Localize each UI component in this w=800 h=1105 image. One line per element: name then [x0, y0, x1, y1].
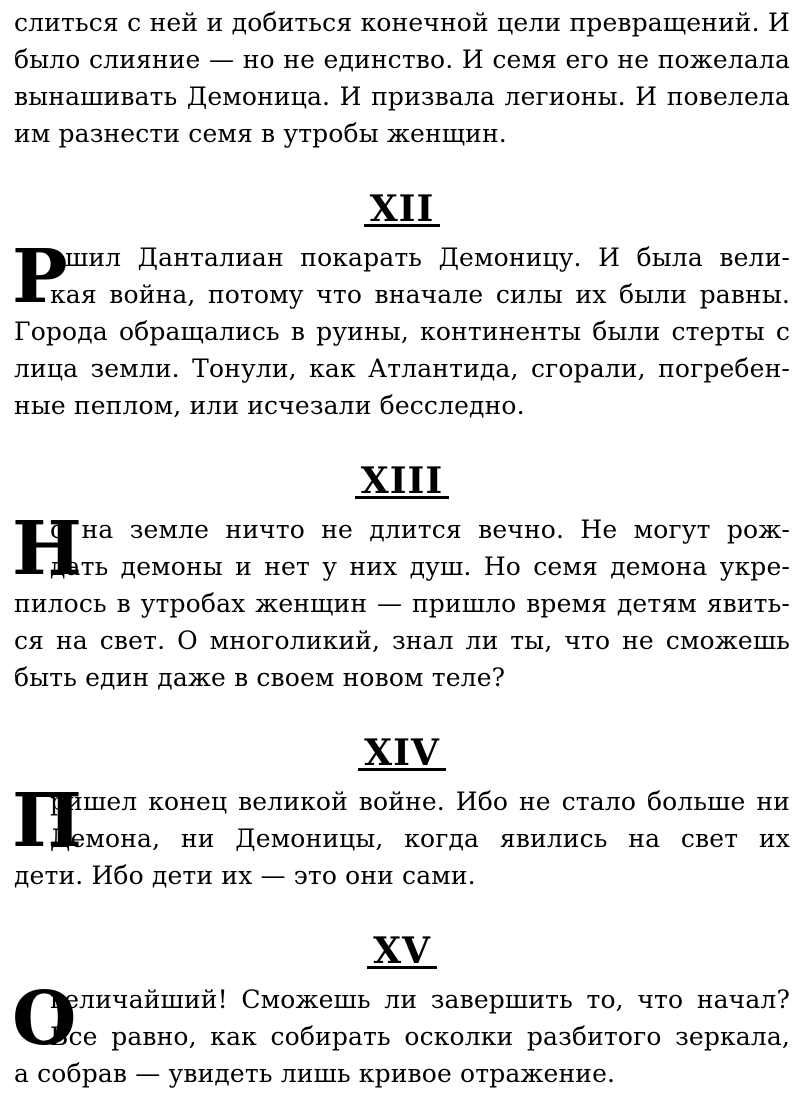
text-line: дать демоны и нет у них душ. Но семя демона укре-: [50, 552, 790, 581]
drop-cap-initial: П: [12, 778, 82, 864]
intro-paragraph: [14, 4, 790, 152]
text-line: ешил Данталиан покарать Демоницу. И была вели-: [50, 243, 790, 272]
text-line: дети. Ибо дети их — это они сами.: [14, 861, 476, 890]
text-line: а собрав — увидеть лишь кривое отражение.: [14, 1059, 616, 1088]
text-line: Демона, ни Демоницы, когда явились на свет их: [50, 824, 790, 853]
text-line: кая война, потому что вначале силы их были равны.: [50, 280, 790, 309]
drop-cap-initial: О: [12, 976, 77, 1062]
text-line: пилось в утробах женщин — пришло время детям явить-: [14, 589, 790, 618]
text-line: вынашивать Демоница. И призвала легионы. И повелела: [14, 82, 790, 111]
chapter-numeral: XII: [14, 189, 790, 229]
drop-cap-initial: Н: [12, 506, 82, 592]
text-line: было слияние — но не единство. И семя его не пожелала: [14, 45, 790, 74]
chapter-numeral: XIV: [14, 733, 790, 773]
chapter-paragraph: [12, 506, 790, 696]
text-line: ся на свет. О многоликий, знал ли ты, что не сможешь: [14, 626, 790, 655]
text-line: им разнести семя в утробы женщин.: [14, 119, 507, 148]
chapter-numeral: XV: [14, 931, 790, 971]
text-line: лица земли. Тонули, как Атлантида, сгорали, погребен-: [14, 354, 790, 383]
chapter-paragraph: [12, 976, 790, 1092]
text-line: слиться с ней и добиться конечной цели превращений. И: [14, 8, 790, 37]
chapter-numeral: XIII: [14, 461, 790, 501]
text-line: о на земле ничто не длится вечно. Не могут рож-: [50, 515, 790, 544]
drop-cap-initial: Р: [12, 234, 68, 320]
text-line: быть един даже в своем новом теле?: [14, 663, 506, 692]
text-line: Города обращались в руины, континенты были стерты с: [14, 317, 790, 346]
text-line: Все равно, как собирать осколки разбитого зеркала,: [50, 1022, 790, 1051]
text-line: ные пеплом, или исчезали бесследно.: [14, 391, 525, 420]
text-line: ришел конец великой войне. Ибо не стало больше ни: [50, 787, 790, 816]
chapter-paragraph: [12, 778, 790, 894]
document-page: [14, 4, 790, 1092]
chapter-paragraph: [12, 234, 790, 424]
text-line: величайший! Сможешь ли завершить то, что начал?: [50, 985, 790, 1014]
